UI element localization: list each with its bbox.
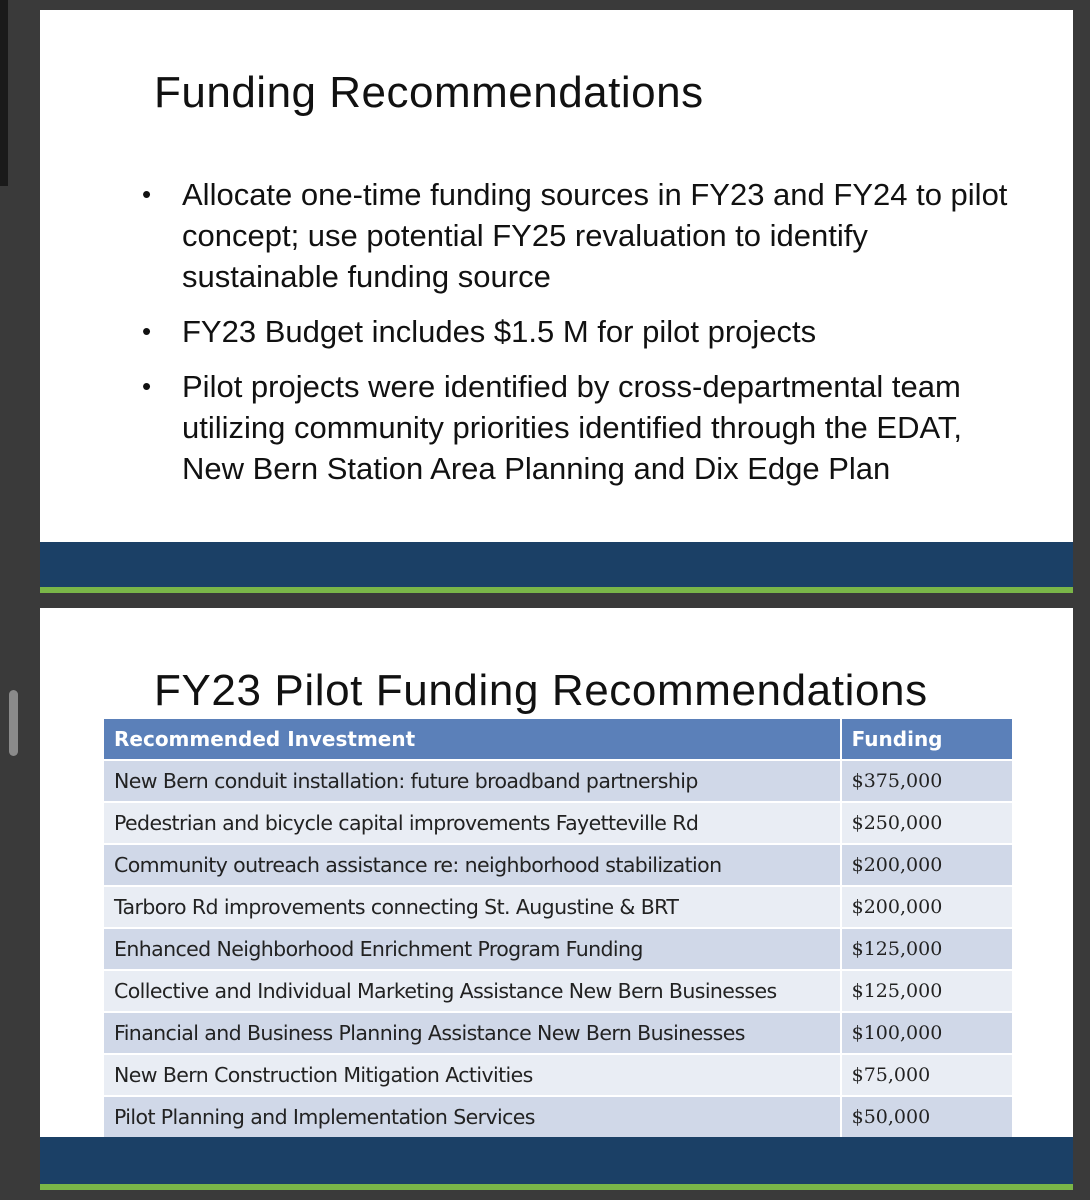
table-row <box>104 844 1012 886</box>
table-row <box>104 886 1012 928</box>
table-row <box>104 1054 1012 1096</box>
funding-cell: $250,000 <box>841 802 1012 844</box>
slide-title: Funding Recommendations <box>154 68 704 117</box>
window-edge-marker <box>0 0 8 186</box>
bullet-text: Allocate one-time funding sources in FY23 and FY24 to pilot concept; use potential FY25 revaluation to identify sustainable funding source <box>182 177 1008 294</box>
slide-title: FY23 Pilot Funding Recommendations <box>154 666 928 715</box>
column-header-investment: Recommended Investment <box>104 719 841 760</box>
investment-cell: Tarboro Rd improvements connecting St. Augustine & BRT <box>104 886 841 928</box>
slide-footer-band <box>40 1137 1073 1190</box>
bullet-item <box>136 311 1016 352</box>
investment-cell: Financial and Business Planning Assistance New Bern Businesses <box>104 1012 841 1054</box>
scrollbar-thumb[interactable] <box>9 690 18 756</box>
table-row <box>104 970 1012 1012</box>
funding-cell: $50,000 <box>841 1096 1012 1137</box>
bullet-item <box>136 366 1016 489</box>
slide-funding-recommendations <box>40 10 1073 593</box>
slide-fy23-pilot-funding <box>40 608 1073 1190</box>
investment-cell: Enhanced Neighborhood Enrichment Program Funding <box>104 928 841 970</box>
funding-cell: $200,000 <box>841 886 1012 928</box>
column-header-funding: Funding <box>841 719 1012 760</box>
funding-cell: $375,000 <box>841 760 1012 802</box>
investment-cell: Pedestrian and bicycle capital improvements Fayetteville Rd <box>104 802 841 844</box>
funding-cell: $125,000 <box>841 970 1012 1012</box>
slide-footer-stripe <box>40 1184 1073 1190</box>
investment-cell: Community outreach assistance re: neighborhood stabilization <box>104 844 841 886</box>
table-row <box>104 1012 1012 1054</box>
bullet-list <box>136 174 1016 503</box>
funding-cell: $100,000 <box>841 1012 1012 1054</box>
investment-cell: New Bern conduit installation: future broadband partnership <box>104 760 841 802</box>
funding-cell: $200,000 <box>841 844 1012 886</box>
table-row <box>104 802 1012 844</box>
bullet-dot-icon: • <box>142 371 152 401</box>
table-row <box>104 760 1012 802</box>
slide-footer-stripe <box>40 587 1073 593</box>
table-row <box>104 1096 1012 1137</box>
table-header-row <box>104 719 1012 760</box>
slide-footer-band <box>40 542 1073 593</box>
bullet-item <box>136 174 1016 297</box>
funding-cell: $75,000 <box>841 1054 1012 1096</box>
funding-cell: $125,000 <box>841 928 1012 970</box>
bullet-dot-icon: • <box>142 316 152 346</box>
funding-table <box>104 719 1012 1137</box>
investment-cell: New Bern Construction Mitigation Activities <box>104 1054 841 1096</box>
bullet-dot-icon: • <box>142 179 152 209</box>
investment-cell: Collective and Individual Marketing Assistance New Bern Businesses <box>104 970 841 1012</box>
bullet-text: FY23 Budget includes $1.5 M for pilot projects <box>182 314 817 349</box>
investment-cell: Pilot Planning and Implementation Services <box>104 1096 841 1137</box>
bullet-text: Pilot projects were identified by cross-departmental team utilizing community priorities identified through the EDAT, New Bern Station Area Planning and Dix Edge Plan <box>182 369 962 486</box>
table-row <box>104 928 1012 970</box>
